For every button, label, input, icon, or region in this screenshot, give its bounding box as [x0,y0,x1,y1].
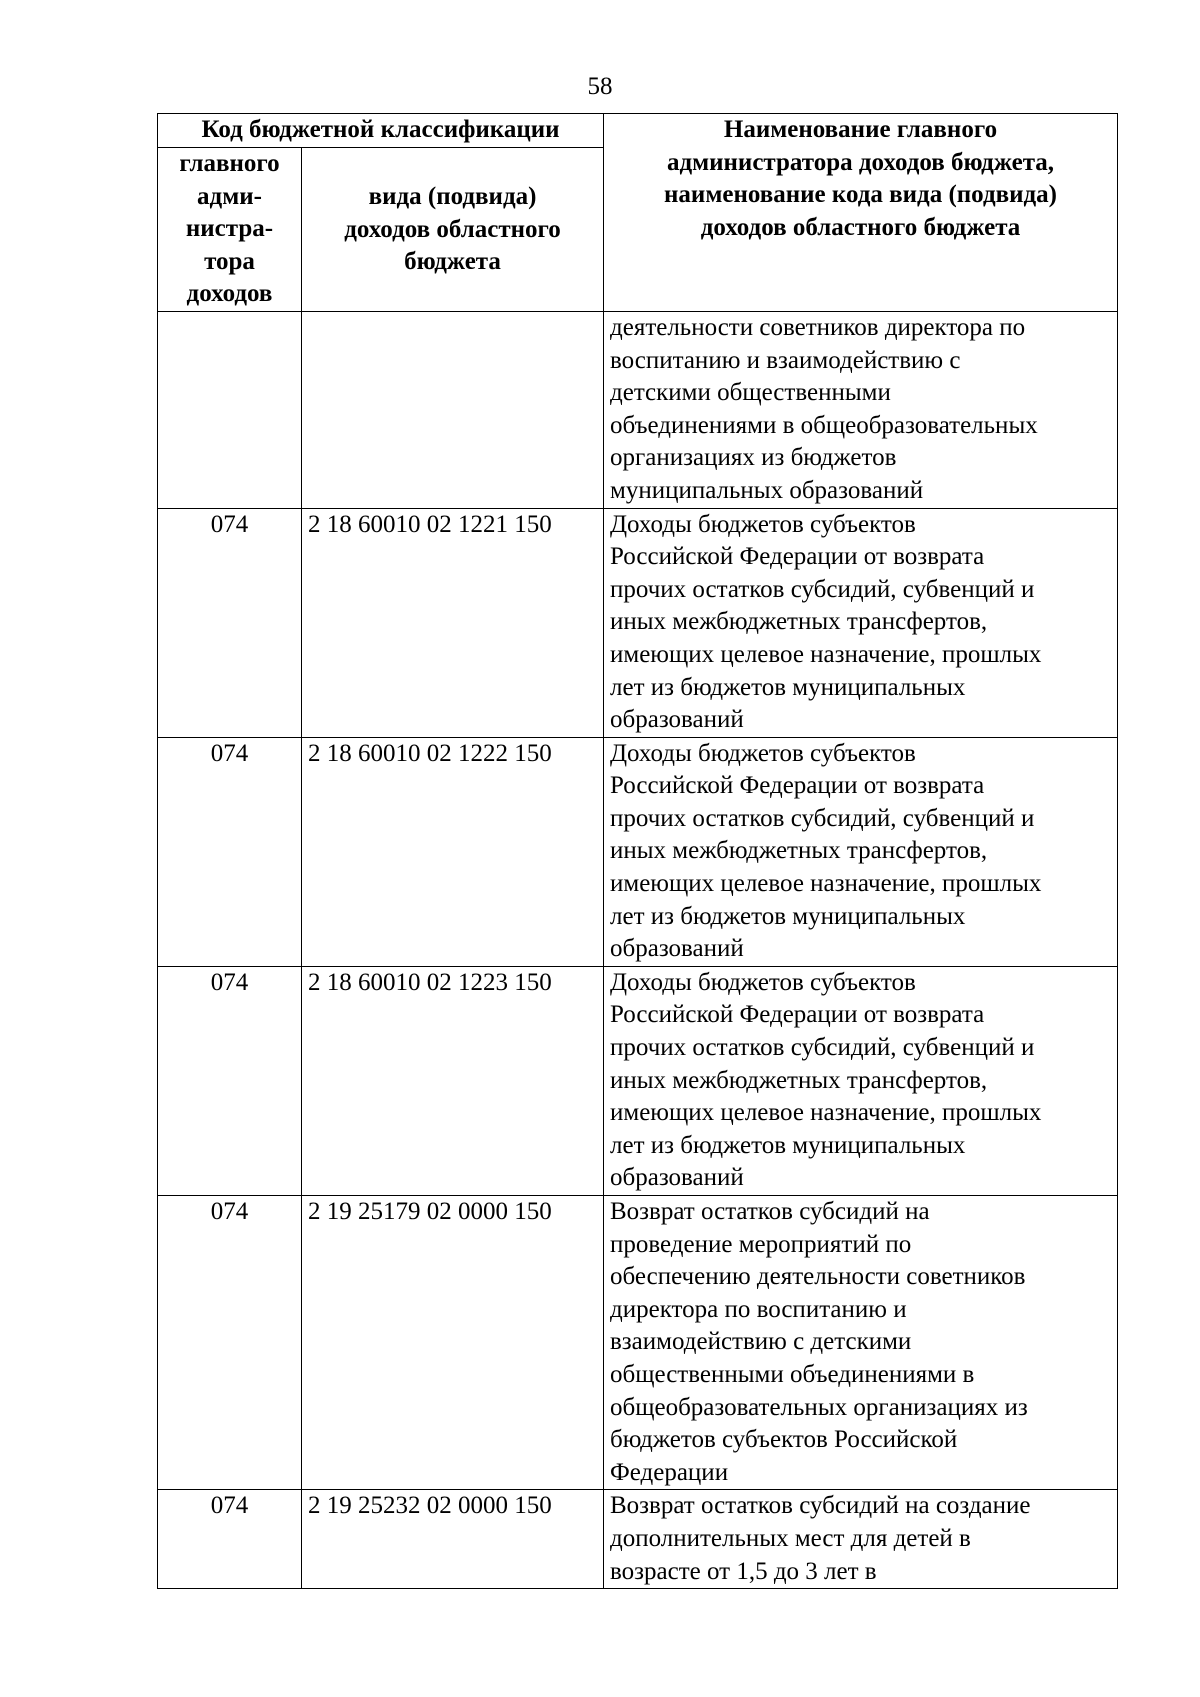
name-line: дополнительных мест для детей в [610,1524,971,1552]
header-name-line: администратора доходов бюджета, [666,148,1055,176]
name-line: общественными объединениями в [610,1360,975,1388]
name-line: проведение мероприятий по [610,1230,912,1258]
income-code-cell: 2 19 25179 02 0000 150 [302,1196,604,1490]
admin-code-cell: 074 [158,508,302,737]
name-line: иных межбюджетных трансфертов, [610,1066,988,1094]
name-line: взаимодействию с детскими [610,1328,912,1356]
name-line: имеющих целевое назначение, прошлых [610,1099,1042,1127]
name-line: деятельности советников директора по [610,313,1026,341]
admin-code-cell: 074 [158,1196,302,1490]
header-name-column [604,114,1118,312]
name-line: лет из бюджетов муниципальных [610,1131,966,1159]
name-line: иных межбюджетных трансфертов, [610,608,988,636]
header-admin-column [158,148,302,312]
income-name-cell [604,311,1118,508]
header-admin-line: доходов [186,280,273,308]
table-row [158,966,1118,1195]
name-line: бюджетов субъектов Российской [610,1426,958,1454]
name-line: возрасте от 1,5 до 3 лет в [610,1557,877,1585]
admin-code-cell [158,311,302,508]
income-name-cell [604,737,1118,966]
name-line: обеспечению деятельности советников [610,1263,1026,1291]
name-line: образований [610,706,744,734]
admin-code-cell: 074 [158,966,302,1195]
income-code-cell: 2 18 60010 02 1223 150 [302,966,604,1195]
name-line: воспитанию и взаимодействию с [610,346,961,374]
name-line: общеобразовательных организациях из [610,1393,1028,1421]
header-admin-line: нистра- [185,215,274,243]
name-line: Доходы бюджетов субъектов [610,968,916,996]
header-code-column [302,148,604,312]
header-admin-line: главного [179,150,280,177]
name-line: Доходы бюджетов субъектов [610,510,916,538]
income-code-cell: 2 19 25232 02 0000 150 [302,1490,604,1589]
name-line: Федерации [610,1458,729,1486]
name-line: Возврат остатков субсидий на [610,1198,930,1225]
header-code-line: доходов областного [344,215,561,243]
name-line: образований [610,935,744,963]
table-row [158,311,1118,508]
header-name-line: доходов областного бюджета [700,213,1021,241]
name-line: лет из бюджетов муниципальных [610,673,966,701]
admin-code-cell: 074 [158,1490,302,1589]
name-line: Доходы бюджетов субъектов [610,739,916,767]
header-budget-classification-code: Код бюджетной классификации [158,114,604,148]
income-code-cell [302,311,604,508]
header-admin-line: адми- [197,182,262,210]
name-line: лет из бюджетов муниципальных [610,902,966,930]
name-line: объединениями в общеобразовательных [610,411,1038,439]
header-admin-line: тора [204,247,255,275]
admin-code-cell: 074 [158,737,302,966]
name-line: Российской Федерации от возврата [610,772,985,800]
header-name-line: Наименование главного [723,116,998,143]
name-line: прочих остатков субсидий, субвенций и [610,804,1035,832]
header-code-line: бюджета [404,248,501,276]
name-line: прочих остатков субсидий, субвенций и [610,575,1035,603]
name-line: прочих остатков субсидий, субвенций и [610,1034,1035,1062]
table-row [158,508,1118,737]
income-code-cell: 2 18 60010 02 1221 150 [302,508,604,737]
name-line: иных межбюджетных трансфертов, [610,837,988,865]
name-line: директора по воспитанию и [610,1295,907,1323]
income-name-cell [604,1196,1118,1490]
header-row-group [158,114,1118,148]
income-name-cell [604,966,1118,1195]
table-row [158,1490,1118,1589]
income-code-cell: 2 18 60010 02 1222 150 [302,737,604,966]
header-code-line: вида (подвида) [368,183,537,210]
name-line: Российской Федерации от возврата [610,543,985,571]
table-row [158,1196,1118,1490]
name-line: имеющих целевое назначение, прошлых [610,870,1042,898]
table-row [158,737,1118,966]
name-line: организациях из бюджетов [610,444,897,472]
name-line: образований [610,1164,744,1192]
name-line: Возврат остатков субсидий на создание [610,1492,1031,1520]
income-name-cell [604,1490,1118,1589]
name-line: Российской Федерации от возврата [610,1001,985,1029]
name-line: детскими общественными [610,379,891,407]
name-line: имеющих целевое назначение, прошлых [610,640,1042,668]
budget-classification-table [157,113,1118,1589]
income-name-cell [604,508,1118,737]
name-line: муниципальных образований [610,476,924,504]
page-number: 58 [587,73,613,100]
header-name-line: наименование кода вида (подвида) [664,181,1057,209]
